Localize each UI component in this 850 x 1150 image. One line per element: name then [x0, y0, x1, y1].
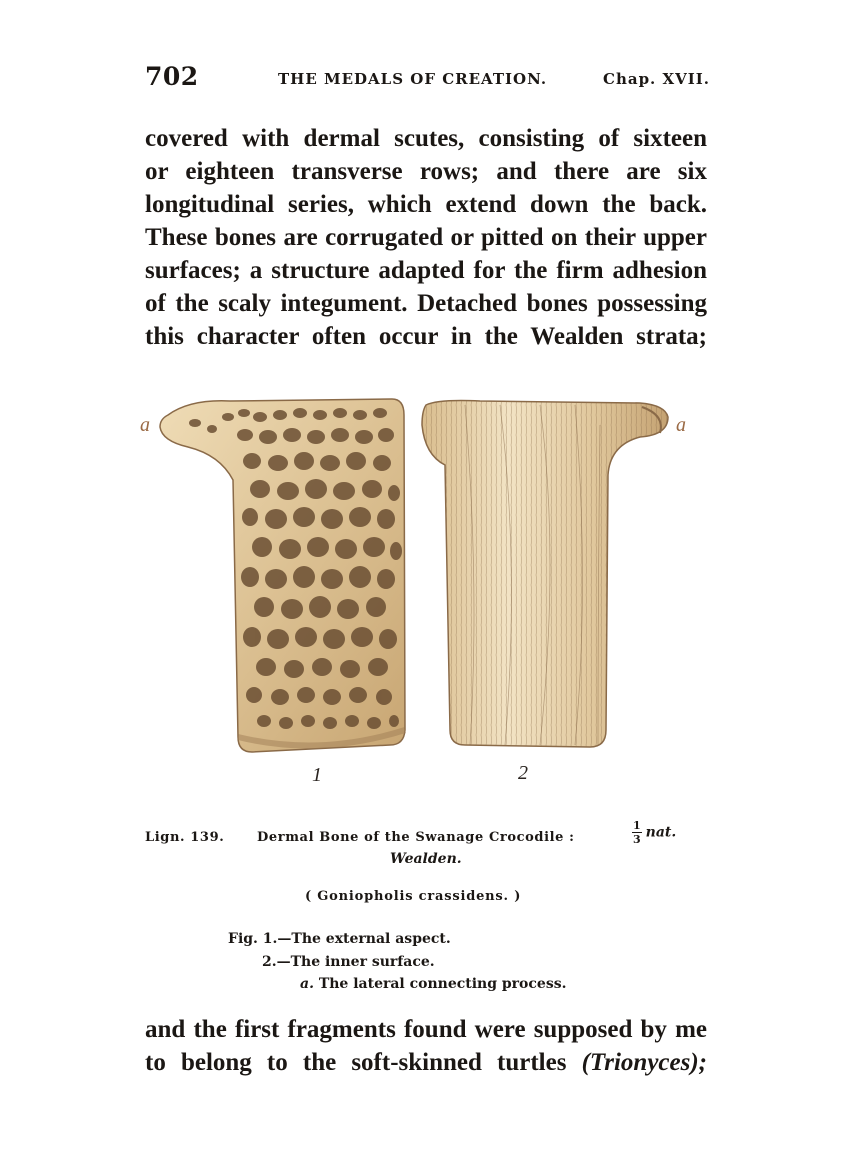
figure-species: ( Goniopholis crassidens. )	[305, 889, 522, 904]
text-line-start: to belong to the soft-skinned turtles	[145, 1049, 567, 1076]
scale-suffix: nat.	[645, 824, 677, 841]
legend-line-1: Fig. 1.—The external aspect.	[228, 931, 451, 947]
figure-scale	[632, 820, 676, 845]
chapter-heading: Chap. XVII.	[603, 70, 711, 88]
text-line: These bones are corrugated or pitted on their upper	[145, 224, 707, 251]
text-line: of the scaly integument. Detached bones possessing	[145, 290, 707, 317]
text-line-last	[145, 1046, 707, 1079]
trionyces-italic: (Trionyces);	[581, 1049, 707, 1076]
text-line: surfaces; a structure adapted for the firm adhesion	[145, 257, 707, 284]
legend-line-3	[300, 976, 566, 992]
bottom-paragraph	[145, 1013, 707, 1079]
bone-external-aspect	[160, 399, 405, 752]
figure-number-2: 2	[518, 762, 528, 784]
dermal-bone-illustration	[120, 385, 710, 765]
figure-caption-title: Dermal Bone of the Swanage Crocodile :	[257, 830, 575, 845]
scale-fraction	[632, 820, 642, 845]
text-line: this character often occur in the Wealden strata;	[145, 323, 707, 350]
legend-line-2: 2.—The inner surface.	[262, 954, 435, 970]
text-line: and the first fragments found were supposed by me	[145, 1016, 707, 1043]
text-line: covered with dermal scutes, consisting of sixteen	[145, 125, 707, 152]
figure-formation: Wealden.	[390, 851, 462, 867]
page-number: 702	[145, 62, 199, 91]
text-line: or eighteen transverse rows; and there are six	[145, 158, 707, 185]
figure-number-1: 1	[312, 764, 322, 786]
figure-label-a-left: a	[140, 414, 150, 436]
top-paragraph	[145, 122, 707, 353]
legend-text: The lateral connecting process.	[318, 976, 567, 992]
scale-denominator: 3	[633, 833, 641, 846]
bone-inner-surface	[415, 395, 675, 755]
scale-numerator: 1	[633, 819, 641, 832]
figure-label-a-right: a	[676, 414, 686, 436]
figure-caption-label: Lign. 139.	[145, 830, 225, 845]
text-line: longitudinal series, which extend down the back.	[145, 191, 707, 218]
legend-letter: a.	[300, 976, 314, 992]
running-title: THE MEDALS OF CREATION.	[278, 70, 548, 88]
